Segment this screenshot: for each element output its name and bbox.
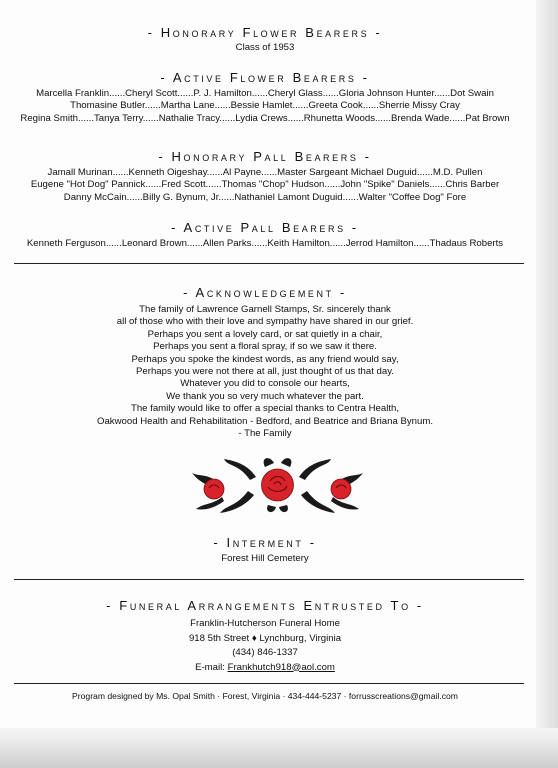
interment-heading: - Interment - bbox=[213, 535, 317, 550]
paper-edge-bottom bbox=[0, 728, 558, 768]
ack-line: Perhaps you sent a floral spray, if so we saw it there. bbox=[153, 341, 377, 353]
section-divider bbox=[14, 579, 524, 580]
funeral-home-name: Franklin-Hutcherson Funeral Home bbox=[190, 618, 340, 629]
name-line: Jamall Murinan......Kenneth Oigeshay......Al Payne......Master Sargeant Michael Duguid......M.D. Pullen bbox=[47, 167, 483, 178]
name-line: Eugene "Hot Dog" Pannick......Fred Scott......Thomas "Chop" Hudson......John "Spike" Daniels......Chris Barber bbox=[30, 179, 500, 191]
honorary-flower-bearers-heading: - Honorary Flower Bearers - bbox=[147, 25, 383, 40]
funeral-title: Funeral Arrangements Entrusted To bbox=[119, 598, 411, 613]
name-line: Thomasine Butler......Martha Lane......Bessie Hamlet......Greeta Cook......Sherrie Missy Cray bbox=[70, 100, 460, 112]
honorary-pall-title: Honorary Pall Bearers bbox=[171, 149, 359, 164]
ack-line: all of those who with their love and sympathy have shared in our grief. bbox=[116, 316, 414, 328]
funeral-home-email-line bbox=[0, 661, 530, 676]
acknowledgement-title: Acknowledgement bbox=[195, 285, 334, 300]
ack-line: The family would like to offer a special thanks to Centra Health, bbox=[130, 403, 400, 415]
active-flower-bearers-heading: - Active Flower Bearers - bbox=[160, 70, 370, 85]
active-pall-list bbox=[0, 238, 530, 250]
ack-line: Oakwood Health and Rehabilitation - Bedford, and Beatrice and Briana Bynum. bbox=[97, 415, 433, 427]
funeral-arrangements-heading: - Funeral Arrangements Entrusted To - bbox=[106, 598, 424, 613]
funeral-home-info bbox=[0, 617, 530, 675]
ack-line: Perhaps you sent a lovely card, or sat quietly in a chair, bbox=[147, 328, 383, 340]
name-line: Kenneth Ferguson......Leonard Brown......Allen Parks......Keith Hamilton......Jerrod Hamilton......Thadaus Roberts bbox=[26, 238, 504, 249]
name-line: Marcella Franklin......Cheryl Scott......P. J. Hamilton......Cheryl Glass......Gloria Johnson Hunter......Dot Swain bbox=[36, 88, 494, 99]
footer bbox=[0, 690, 530, 702]
footer-credit: Program designed by Ms. Opal Smith · Forest, Virginia · 434-444-5237 · forrusscreations@gmail.com bbox=[72, 691, 458, 701]
honorary-pall-bearers-heading: - Honorary Pall Bearers - bbox=[158, 149, 372, 164]
acknowledgement-text bbox=[0, 304, 530, 440]
ack-line: The family of Lawrence Garnell Stamps, Sr. sincerely thank bbox=[139, 304, 391, 315]
ack-line: We thank you so very much whatever the part. bbox=[166, 390, 364, 402]
ack-signature: - The Family bbox=[238, 428, 292, 440]
email-link[interactable]: Frankhutch918@aol.com bbox=[227, 661, 335, 673]
ack-line: Whatever you did to console our hearts, bbox=[180, 378, 350, 390]
section-divider bbox=[14, 263, 524, 264]
ack-line: Perhaps you were not there at all, just thought of us that day. bbox=[136, 366, 394, 378]
ack-line: Perhaps you spoke the kindest words, as any friend would say, bbox=[131, 353, 399, 365]
section-divider bbox=[14, 683, 524, 684]
email-label: E-mail: bbox=[195, 661, 228, 673]
active-pall-title: Active Pall Bearers bbox=[183, 220, 346, 235]
honorary-pall-list bbox=[0, 167, 530, 204]
interment-title: Interment bbox=[226, 535, 304, 550]
paper-edge-right bbox=[536, 0, 558, 768]
honorary-flower-title: Honorary Flower Bearers bbox=[160, 25, 370, 40]
interment-place: Forest Hill Cemetery bbox=[221, 553, 309, 564]
name-line: Regina Smith......Tanya Terry......Nathalie Tracy......Lydia Crews......Rhunetta Woods......Brenda Wade......Pat Brown bbox=[20, 112, 510, 124]
active-flower-list bbox=[0, 88, 530, 125]
name-line: Danny McCain......Billy G. Bynum, Jr......Nathaniel Lamont Duguid......Walter "Coffee Dog" Fore bbox=[63, 191, 467, 203]
active-flower-title: Active Flower Bearers bbox=[172, 70, 357, 85]
acknowledgement-heading: - Acknowledgement - bbox=[183, 285, 347, 300]
funeral-home-address: 918 5th Street ♦ Lynchburg, Virginia bbox=[188, 632, 342, 644]
rose-ornament bbox=[190, 455, 365, 515]
funeral-home-phone: (434) 846-1337 bbox=[232, 647, 298, 658]
honorary-flower-subtitle: Class of 1953 bbox=[235, 42, 295, 53]
active-pall-bearers-heading: - Active Pall Bearers - bbox=[171, 220, 359, 235]
